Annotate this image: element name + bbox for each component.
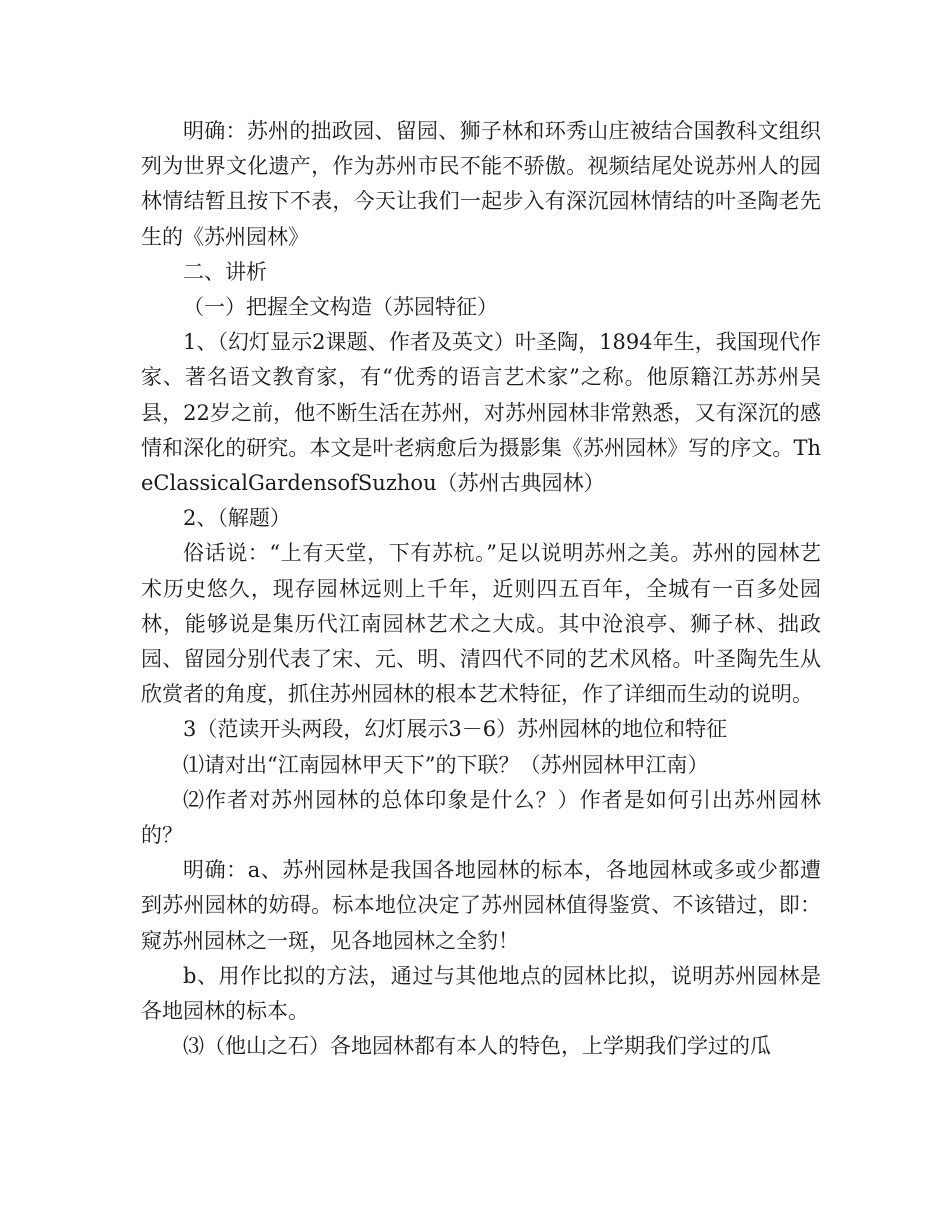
- question-two: ⑵作者对苏州园林的总体印象是什么？）作者是如何引出苏州园林的？: [141, 787, 821, 848]
- heading-subsection-one: （一）把握全文构造（苏园特征）: [183, 295, 498, 320]
- question-one: ⑴请对出“江南园林甲天下”的下联？（苏州园林甲江南）: [183, 752, 709, 777]
- document-body: [141, 114, 821, 1064]
- answer-a: 明确：a、苏州园林是我国各地园林的标本，各地园林或多或少都遭到苏州园林的妨碍。标本地位决定了苏州园林值得鉴赏、不该错过，即：窥苏州园林之一斑，见各地园林之全豹！: [141, 858, 821, 953]
- paragraph-author-intro: 1、（幻灯显示2课题、作者及英文）叶圣陶，1894年生，我国现代作家、著名语文教育家，有“优秀的语言艺术家”之称。他原籍江苏苏州吴县，22岁之前，他不断生活在苏州，对苏州园林非常熟悉，又有深沉的感情和深化的研究。本文是叶老病愈后为摄影集《苏州园林》写的序文。TheClassicalGardensofSuzhou（苏州古典园林）: [141, 330, 821, 496]
- answer-b: b、用作比拟的方法，通过与其他地点的园林比拟，说明苏州园林是各地园林的标本。: [141, 963, 821, 1024]
- paragraph-title-explain-heading: 2、（解题）: [183, 506, 291, 531]
- paragraph-status-features: 3（范读开头两段，幻灯展示3－6）苏州园林的地位和特征: [183, 717, 728, 742]
- question-three: ⑶（他山之石）各地园林都有本人的特色，上学期我们学过的瓜: [183, 1034, 771, 1059]
- paragraph-title-explain: 俗话说：“上有天堂，下有苏杭。”足以说明苏州之美。苏州的园林艺术历史悠久，现存园林远则上千年，近则四五百年，全城有一百多处园林，能够说是集历代江南园林艺术之大成。其中沧浪亭、狮子林、拙政园、留园分别代表了宋、元、明、清四代不同的艺术风格。叶圣陶先生从欣赏者的角度，抓住苏州园林的根本艺术特征，作了详细而生动的说明。: [141, 541, 821, 707]
- paragraph-intro-clarification: 明确：苏州的拙政园、留园、狮子林和环秀山庄被结合国教科文组织列为世界文化遗产，作为苏州市民不能不骄傲。视频结尾处说苏州人的园林情结暂且按下不表，今天让我们一起步入有深沉园林情结的叶圣陶老先生的《苏州园林》: [141, 119, 821, 249]
- heading-section-two: 二、讲析: [183, 259, 267, 284]
